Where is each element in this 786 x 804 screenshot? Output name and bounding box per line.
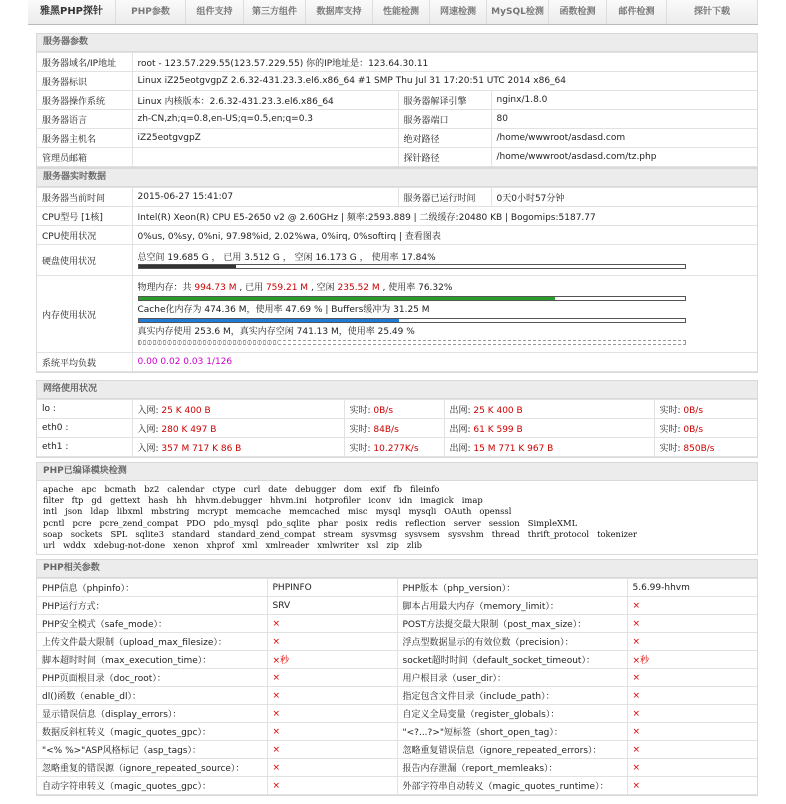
param-label: PHP安全模式（safe_mode）： [37, 615, 267, 633]
module-name: url [43, 540, 56, 551]
iface-name: lo : [37, 400, 132, 419]
module-name: SPL [110, 528, 128, 539]
os-value: Linux 内核版本：2.6.32-431.23.3.el6.x86_64 [132, 91, 398, 110]
server-params-table [37, 52, 757, 167]
module-name: fileinfo [410, 484, 440, 494]
table-row [37, 400, 757, 419]
param-label: 浮点型数据显示的有效位数（precision）： [397, 633, 627, 651]
abspath-value: /home/wwwroot/asdasd.com [491, 129, 757, 148]
module-name: imap [461, 495, 483, 506]
modules-section [36, 462, 758, 555]
param-label: PHP版本（php_version）： [397, 579, 627, 597]
module-name: OAuth [444, 506, 472, 517]
param-value: × [627, 669, 757, 687]
param-value: × [627, 687, 757, 705]
ident-value: Linux iZ25eotgvgpZ 2.6.32-431.23.3.el6.x86_64 #1 SMP Thu Jul 31 17:20:51 UTC 2014 x86_64 [132, 72, 757, 91]
module-name: xml [242, 540, 258, 551]
section-title: 服务器实时数据 [37, 169, 757, 187]
param-label: dl()函数（enable_dl）： [37, 687, 267, 705]
rt2-label: 实时: [659, 424, 684, 435]
nav-item[interactable]: 网速检测 [430, 0, 487, 24]
rt1-label: 实时: [349, 405, 374, 416]
param-label: PHP信息（phpinfo）： [37, 579, 267, 597]
module-name: thrift_protocol [527, 528, 590, 539]
ident-label: 服务器标识 [37, 72, 132, 91]
module-name: xhprof [206, 540, 235, 551]
rt2-cell [654, 419, 757, 438]
in-label: 入网: [137, 405, 162, 416]
table-row [37, 353, 757, 372]
mem-phys-post: , 使用率 76.32% [379, 283, 453, 293]
admin-value [132, 148, 398, 167]
module-name: server [453, 517, 481, 528]
param-label: 自动字符串转义（magic_quotes_gpc）： [37, 777, 267, 795]
module-name: fb [393, 484, 403, 494]
param-value: × [627, 741, 757, 759]
param-value[interactable]: PHPINFO [267, 579, 397, 597]
module-name: calendar [167, 484, 205, 494]
mem-phys-pre: 物理内存：共 [137, 283, 195, 293]
out-label: 出网: [449, 443, 474, 454]
param-label: "<% %>"ASP风格标记（asp_tags）： [37, 741, 267, 759]
domain-label: 服务器域名/IP地址 [37, 53, 132, 72]
modules-line [43, 540, 751, 551]
nav-item[interactable]: PHP参数 [116, 0, 186, 24]
table-row [37, 651, 757, 669]
in-value: 357 M 717 K 86 B [161, 443, 242, 454]
module-name: stream [323, 528, 354, 539]
modules-line [43, 506, 751, 517]
module-name: zip [386, 540, 399, 551]
module-name: xenon [173, 540, 199, 551]
in-cell [132, 419, 344, 438]
time-value: 2015-06-27 15:41:07 [132, 188, 398, 207]
out-value: 15 M 771 K 967 B [473, 443, 554, 454]
rt1-value: 0B/s [373, 405, 394, 416]
mem-phys-mid2: , 空闲 [308, 283, 338, 293]
module-name: standard_zend_compat [217, 528, 316, 539]
disk-cell [132, 245, 757, 276]
php-params-section [36, 559, 758, 796]
disk-progress-bar [138, 264, 686, 269]
module-name: apc [81, 484, 97, 494]
mem-phys-mid1: , 已用 [236, 283, 266, 293]
mem-phys-free: 235.52 M [337, 283, 380, 293]
module-name: openssl [479, 506, 512, 517]
module-name: misc [347, 506, 368, 517]
cpuuse-value[interactable]: 0%us, 0%sy, 0%ni, 97.98%id, 2.02%wa, 0%irq, 0%softirq | 查看图表 [132, 226, 757, 245]
table-row [37, 148, 757, 167]
module-name: zlib [406, 540, 423, 551]
rt1-cell [344, 400, 444, 419]
module-name: memcache [235, 506, 282, 517]
module-name: hotprofiler [314, 495, 361, 506]
table-row [37, 723, 757, 741]
table-row [37, 687, 757, 705]
module-name: session [488, 517, 520, 528]
mem-real-text: 真实内存使用 253.6 M，真实内存空闲 741.13 M，使用率 25.49 % [137, 327, 415, 337]
param-value: × [267, 615, 397, 633]
nav-item[interactable]: 第三方组件 [244, 0, 306, 24]
nav-item[interactable]: MySQL检测 [487, 0, 549, 24]
param-label: 报告内存泄漏（report_memleaks）： [397, 759, 627, 777]
module-name: pcre [72, 517, 92, 528]
module-name: xmlwriter [317, 540, 359, 551]
cpu-label: CPU型号 [1核] [37, 207, 132, 226]
param-label: socket超时时间（default_socket_timeout）： [397, 651, 627, 669]
table-row [37, 91, 757, 110]
module-name: hh [176, 495, 188, 506]
module-name: pcntl [43, 517, 65, 528]
module-name: curl [243, 484, 261, 494]
param-value: × [267, 705, 397, 723]
module-name: dom [343, 484, 363, 494]
rt1-value: 10.277K/s [373, 443, 419, 454]
param-label: PHP运行方式： [37, 597, 267, 615]
out-cell [444, 400, 654, 419]
rt2-value: 0B/s [683, 405, 704, 416]
table-row [37, 226, 757, 245]
param-value: × [267, 669, 397, 687]
disk-progress-fill [139, 265, 236, 268]
param-value: × [627, 723, 757, 741]
module-name: iconv [368, 495, 391, 506]
in-value: 25 K 400 B [161, 405, 211, 416]
mem-cell [132, 276, 757, 353]
mem-cache-fill [139, 319, 399, 322]
nav-item[interactable]: 邮件检测 [607, 0, 667, 24]
param-value: × [627, 777, 757, 795]
module-name: json [65, 506, 83, 517]
table-row [37, 669, 757, 687]
mem-phys-total: 994.73 M [194, 283, 237, 293]
in-label: 入网: [137, 443, 162, 454]
lang-label: 服务器语言 [37, 110, 132, 129]
engine-label: 服务器解译引擎 [398, 91, 491, 110]
port-label: 服务器端口 [398, 110, 491, 129]
module-name: debugger [294, 484, 336, 494]
rt1-label: 实时: [349, 443, 374, 454]
mem-phys-text [138, 282, 753, 295]
module-name: pdo_mysql [213, 517, 259, 528]
param-value: SRV [267, 597, 397, 615]
section-title: 网络使用状况 [37, 381, 757, 399]
param-value: × [267, 687, 397, 705]
param-label: 外部字符串自动转义（magic_quotes_runtime）： [397, 777, 627, 795]
module-name: posix [345, 517, 368, 528]
disk-text: 总空间 19.685 G ， 已用 3.512 G ， 空闲 16.173 G ， 使用率 17.84% [137, 253, 436, 263]
module-name: mysql [375, 506, 401, 517]
probe-label: 探针路径 [398, 148, 491, 167]
module-name: soap [43, 528, 63, 539]
out-cell [444, 438, 654, 457]
module-name: ftp [71, 495, 84, 506]
top-nav [28, 0, 758, 25]
rt1-label: 实时: [349, 424, 374, 435]
table-row [37, 419, 757, 438]
param-label: PHP页面根目录（doc_root）： [37, 669, 267, 687]
table-row [37, 110, 757, 129]
in-label: 入网: [137, 424, 162, 435]
out-label: 出网: [449, 405, 474, 416]
param-value: ×秒 [267, 651, 397, 669]
nav-item[interactable]: 组件支持 [186, 0, 244, 24]
realtime-section [36, 168, 758, 373]
rt2-value: 850B/s [683, 443, 715, 454]
load-label: 系统平均负载 [37, 353, 132, 372]
rt1-cell [344, 419, 444, 438]
nav-item[interactable]: 雅黑PHP探针 [28, 0, 116, 24]
param-value: × [267, 777, 397, 795]
abspath-label: 绝对路径 [398, 129, 491, 148]
module-name: sockets [70, 528, 103, 539]
nav-item[interactable]: 数据库支持 [306, 0, 373, 24]
cpuuse-label: CPU使用状况 [37, 226, 132, 245]
table-row [37, 72, 757, 91]
module-name: filter [43, 495, 64, 506]
network-table [37, 399, 757, 457]
mem-label: 内存使用状况 [37, 276, 132, 353]
module-name: gd [91, 495, 103, 506]
module-name: xmlreader [265, 540, 310, 551]
disk-label: 硬盘使用状况 [37, 245, 132, 276]
mem-phys-bar [138, 296, 686, 301]
param-label: 脚本超时时间（max_execution_time）： [37, 651, 267, 669]
out-value: 25 K 400 B [473, 405, 523, 416]
engine-value: nginx/1.8.0 [491, 91, 757, 110]
modules-list [37, 481, 757, 554]
nav-item[interactable]: 函数检测 [549, 0, 607, 24]
modules-line [43, 495, 751, 506]
param-value: × [267, 759, 397, 777]
module-name: gettext [110, 495, 141, 506]
rt2-cell [654, 400, 757, 419]
param-value: × [627, 633, 757, 651]
module-name: standard [172, 528, 210, 539]
out-label: 出网: [449, 424, 474, 435]
module-name: date [268, 484, 287, 494]
in-cell [132, 400, 344, 419]
load-value: 0.00 0.02 0.03 1/126 [132, 353, 757, 372]
in-value: 280 K 497 B [161, 424, 217, 435]
param-value: 5.6.99-hhvm [627, 579, 757, 597]
module-name: exif [370, 484, 386, 494]
module-name: memcached [289, 506, 340, 517]
rt2-label: 实时: [659, 405, 684, 416]
module-name: apache [43, 484, 74, 494]
module-name: libxml [116, 506, 143, 517]
param-label: 脚本占用最大内存（memory_limit）： [397, 597, 627, 615]
section-title: 服务器参数 [37, 34, 757, 52]
cpu-value: Intel(R) Xeon(R) CPU E5-2650 v2 @ 2.60GHz | 频率:2593.889 | 二级缓存:20480 KB | Bogomips:5187.77 [132, 207, 757, 226]
module-name: pcre_zend_compat [99, 517, 179, 528]
param-value: × [267, 723, 397, 741]
mem-phys-fill [139, 297, 556, 300]
module-name: mbstring [150, 506, 190, 517]
module-name: idn [398, 495, 413, 506]
table-row [37, 759, 757, 777]
param-label: 指定包含文件目录（include_path）： [397, 687, 627, 705]
table-row [37, 188, 757, 207]
rt2-value: 0B/s [683, 424, 704, 435]
module-name: hash [148, 495, 169, 506]
module-name: thread [491, 528, 520, 539]
module-name: wddx [63, 540, 86, 551]
table-row [37, 438, 757, 457]
mem-real-bar [138, 340, 686, 345]
table-row [37, 597, 757, 615]
iface-name: eth1 : [37, 438, 132, 457]
module-name: mcrypt [197, 506, 228, 517]
table-row [37, 705, 757, 723]
param-label: POST方法提交最大限制（post_max_size）： [397, 615, 627, 633]
table-row [37, 276, 757, 353]
nav-item[interactable]: 性能检测 [373, 0, 430, 24]
module-name: SimpleXML [527, 517, 578, 528]
module-name: phar [317, 517, 338, 528]
modules-line [43, 484, 751, 495]
param-value: × [627, 615, 757, 633]
lang-value: zh-CN,zh;q=0.8,en-US;q=0.5,en;q=0.3 [132, 110, 398, 129]
modules-line [43, 529, 751, 540]
module-name: sysvsem [404, 528, 440, 539]
mem-cache-bar [138, 318, 686, 323]
out-cell [444, 419, 654, 438]
realtime-table [37, 187, 757, 372]
param-value: × [627, 759, 757, 777]
uptime-value: 0天0小时57分钟 [491, 188, 757, 207]
rt1-value: 84B/s [373, 424, 399, 435]
rt2-label: 实时: [659, 443, 684, 454]
module-name: xsl [366, 540, 379, 551]
param-label: 忽略重复的错误源（ignore_repeated_source）： [37, 759, 267, 777]
param-label: 自定义全局变量（register_globals）： [397, 705, 627, 723]
param-value: × [267, 633, 397, 651]
param-value: × [627, 597, 757, 615]
module-name: sqlite3 [135, 528, 165, 539]
time-label: 服务器当前时间 [37, 188, 132, 207]
admin-label: 管理员邮箱 [37, 148, 132, 167]
param-label: 忽略重复错误信息（ignore_repeated_errors）： [397, 741, 627, 759]
param-value: × [627, 705, 757, 723]
param-label: 上传文件最大限制（upload_max_filesize）： [37, 633, 267, 651]
module-name: PDO [186, 517, 206, 528]
module-name: xdebug-not-done [93, 540, 166, 551]
port-value: 80 [491, 110, 757, 129]
module-name: hhvm.debugger [195, 495, 263, 506]
module-name: ldap [90, 506, 109, 517]
module-name: sysvshm [448, 528, 484, 539]
table-row [37, 207, 757, 226]
table-row [37, 633, 757, 651]
param-value: ×秒 [627, 651, 757, 669]
mem-cache-text: Cache化内存为 474.36 M，使用率 47.69 % | Buffers缓冲为 31.25 M [137, 305, 430, 315]
host-value: iZ25eotgvgpZ [132, 129, 398, 148]
out-value: 61 K 599 B [473, 424, 523, 435]
modules-line [43, 518, 751, 529]
module-name: mysqli [408, 506, 437, 517]
module-name: tokenizer [597, 528, 637, 539]
probe-value: /home/wwwroot/asdasd.com/tz.php [491, 148, 757, 167]
domain-value: root - 123.57.229.55(123.57.229.55) 你的IP地址是：123.64.30.11 [132, 53, 757, 72]
network-section [36, 380, 758, 458]
table-row [37, 129, 757, 148]
uptime-label: 服务器已运行时间 [398, 188, 491, 207]
host-label: 服务器主机名 [37, 129, 132, 148]
module-name: pdo_sqlite [266, 517, 310, 528]
mem-real-fill [139, 341, 278, 344]
param-value: × [267, 741, 397, 759]
server-params-section [36, 33, 758, 168]
section-title: PHP已编译模块检测 [37, 463, 757, 481]
param-label: 数据反斜杠转义（magic_quotes_gpc）： [37, 723, 267, 741]
rt1-cell [344, 438, 444, 457]
table-row [37, 53, 757, 72]
in-cell [132, 438, 344, 457]
module-name: intl [43, 506, 58, 517]
param-label: 显示错误信息（display_errors）： [37, 705, 267, 723]
module-name: hhvm.ini [270, 495, 307, 506]
module-name: reflection [405, 517, 446, 528]
table-row [37, 741, 757, 759]
rt2-cell [654, 438, 757, 457]
module-name: sysvmsg [361, 528, 397, 539]
module-name: bcmath [104, 484, 137, 494]
module-name: bz2 [144, 484, 160, 494]
table-row [37, 579, 757, 597]
module-name: ctype [212, 484, 236, 494]
module-name: redis [375, 517, 398, 528]
table-row [37, 245, 757, 276]
os-label: 服务器操作系统 [37, 91, 132, 110]
iface-name: eth0 : [37, 419, 132, 438]
param-label: "<?...?>"短标签（short_open_tag）： [397, 723, 627, 741]
nav-item[interactable]: 探针下载 [667, 0, 758, 24]
php-params-table [37, 578, 757, 795]
module-name: imagick [420, 495, 454, 506]
section-title: PHP相关参数 [37, 560, 757, 578]
table-row [37, 615, 757, 633]
param-label: 用户根目录（user_dir）： [397, 669, 627, 687]
mem-phys-used: 759.21 M [265, 283, 309, 293]
table-row [37, 777, 757, 795]
